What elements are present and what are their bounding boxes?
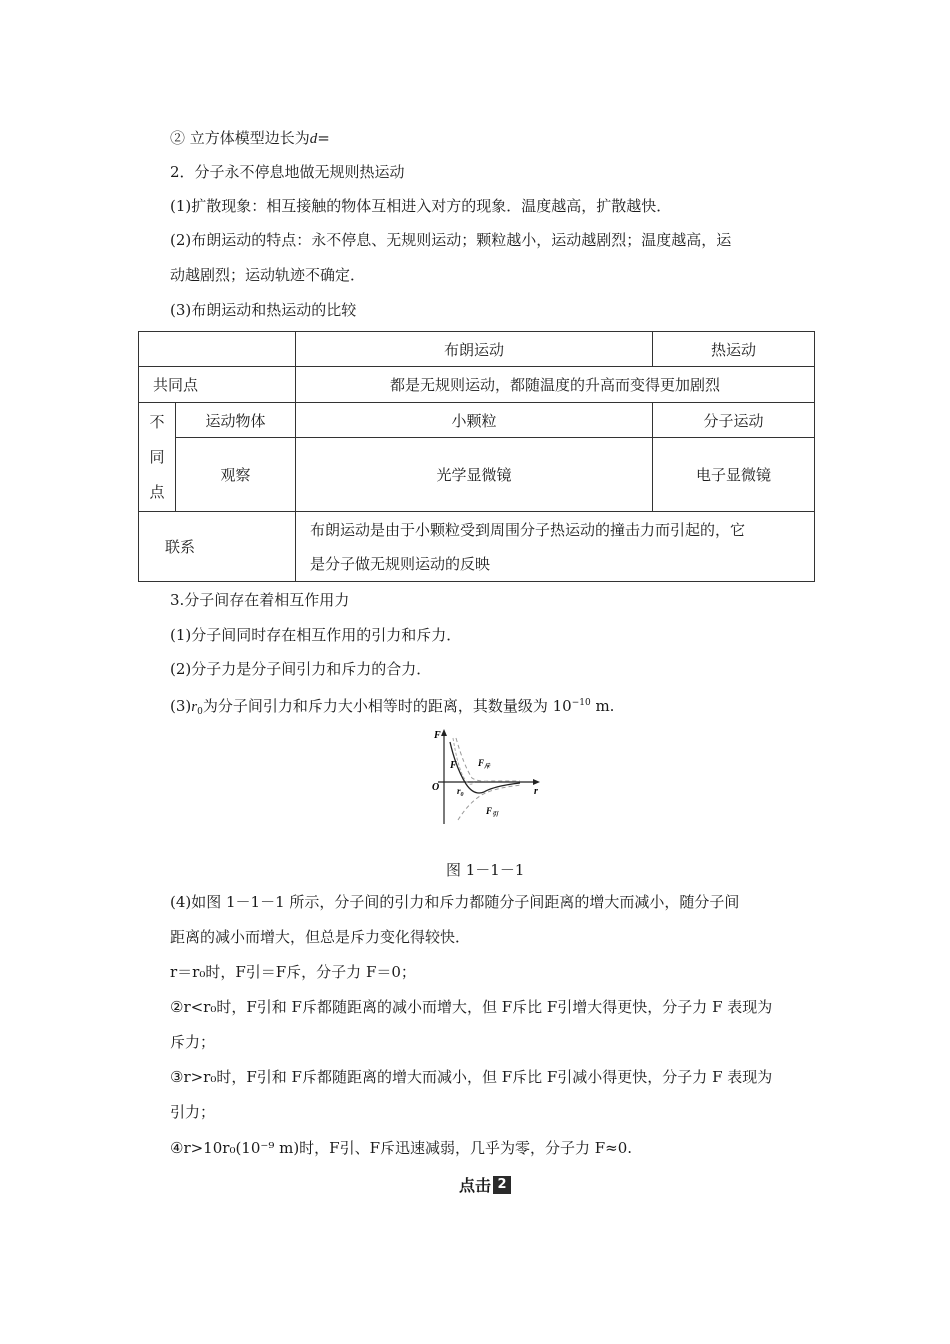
para-brownian-2: 动越剧烈；运动轨迹不确定． — [170, 266, 366, 284]
table-row-observation — [139, 438, 815, 512]
table-header-brownian: 布朗运动 — [296, 332, 653, 367]
moving-object-brownian: 小颗粒 — [296, 403, 653, 438]
figure-caption: 图 1－1－1 — [446, 861, 525, 879]
relation-label: 联系 — [139, 512, 296, 582]
click-point-marker: 点击 2 — [459, 1173, 511, 1196]
para-fig-description-2: 距离的减小而增大，但总是斥力变化得较快． — [170, 928, 471, 946]
para-fig-description-1: (4)如图 1－1－1 所示，分子间的引力和斥力都随分子间距离的增大而减小，随分子间 — [170, 893, 740, 911]
label-r0: $r_0$ — [457, 786, 464, 798]
label-r-axis: r — [534, 786, 538, 797]
observation-label: 观察 — [176, 438, 296, 512]
table-row-moving-object — [139, 403, 815, 438]
heading-thermal-motion: 2．分子永不停息地做无规则热运动 — [170, 163, 405, 181]
para-r0-definition: $(3)r_0$为分子间引力和斥力大小相等时的距离，其数量级为 $10^{-10}$ m. — [170, 697, 615, 717]
label-F-axis: F — [434, 730, 441, 741]
para-comparison-title: (3)布朗运动和热运动的比较 — [170, 301, 357, 319]
para-brownian-1: (2)布朗运动的特点：永不停息、无规则运动；颗粒越小，运动越剧烈；温度越高，运 — [170, 231, 732, 249]
label-F-attraction: $F_引$ — [486, 806, 499, 818]
common-value: 都是无规则运动，都随温度的升高而变得更加剧烈 — [296, 367, 815, 403]
observation-thermal: 电子显微镜 — [653, 438, 815, 512]
table-row-relation — [139, 512, 815, 582]
observation-brownian: 光学显微镜 — [296, 438, 653, 512]
table-row-common — [139, 367, 815, 403]
table-header-row — [139, 332, 815, 367]
case-greater-1: ③r>r₀时，F引和 F斥都随距离的增大而减小，但 F斥比 F引减小得更快，分子力 F 表现为 — [170, 1068, 773, 1086]
y-axis-arrow — [441, 729, 447, 736]
case-equal: r＝r₀时，F引＝F斥，分子力 F＝0； — [170, 963, 416, 981]
click-point-number: 2 — [493, 1176, 511, 1194]
para-diffusion: (1)扩散现象：相互接触的物体互相进入对方的现象．温度越高，扩散越快． — [170, 197, 672, 215]
label-F-resultant: F — [450, 760, 457, 771]
label-F-repulsion: $F_斥$ — [478, 758, 491, 770]
case-far: ④r>10r₀(10⁻⁹ m)时，F引、F斥迅速减弱，几乎为零，分子力 F≈0. — [170, 1139, 633, 1157]
para-force-resultant: (2)分子力是分子间引力和斥力的合力． — [170, 660, 432, 678]
force-distance-graph — [428, 728, 544, 828]
repulsion-tail-curve — [456, 738, 520, 781]
table-header-empty — [139, 332, 296, 367]
diff-label: 不 同 点 — [139, 403, 176, 512]
moving-object-label: 运动物体 — [176, 403, 296, 438]
comparison-table — [138, 331, 815, 582]
line-cube-edge: ② 立方体模型边长为d= — [170, 129, 330, 147]
case-less-2: 斥力； — [170, 1033, 216, 1051]
label-origin: O — [432, 782, 440, 793]
x-axis-arrow — [533, 779, 540, 785]
para-force-coexist: (1)分子间同时存在相互作用的引力和斥力． — [170, 626, 462, 644]
case-greater-2: 引力； — [170, 1103, 216, 1121]
case-less-1: ②r<r₀时，F引和 F斥都随距离的减小而增大，但 F斥比 F引增大得更快，分子力 F 表现为 — [170, 998, 773, 1016]
heading-intermolecular-force: 3.分子间存在着相互作用力 — [170, 591, 350, 609]
table-header-thermal: 热运动 — [653, 332, 815, 367]
moving-object-thermal: 分子运动 — [653, 403, 815, 438]
relation-value: 布朗运动是由于小颗粒受到周围分子热运动的撞击力而引起的，它 是分子做无规则运动的反映 — [296, 512, 815, 582]
common-label: 共同点 — [139, 367, 296, 403]
